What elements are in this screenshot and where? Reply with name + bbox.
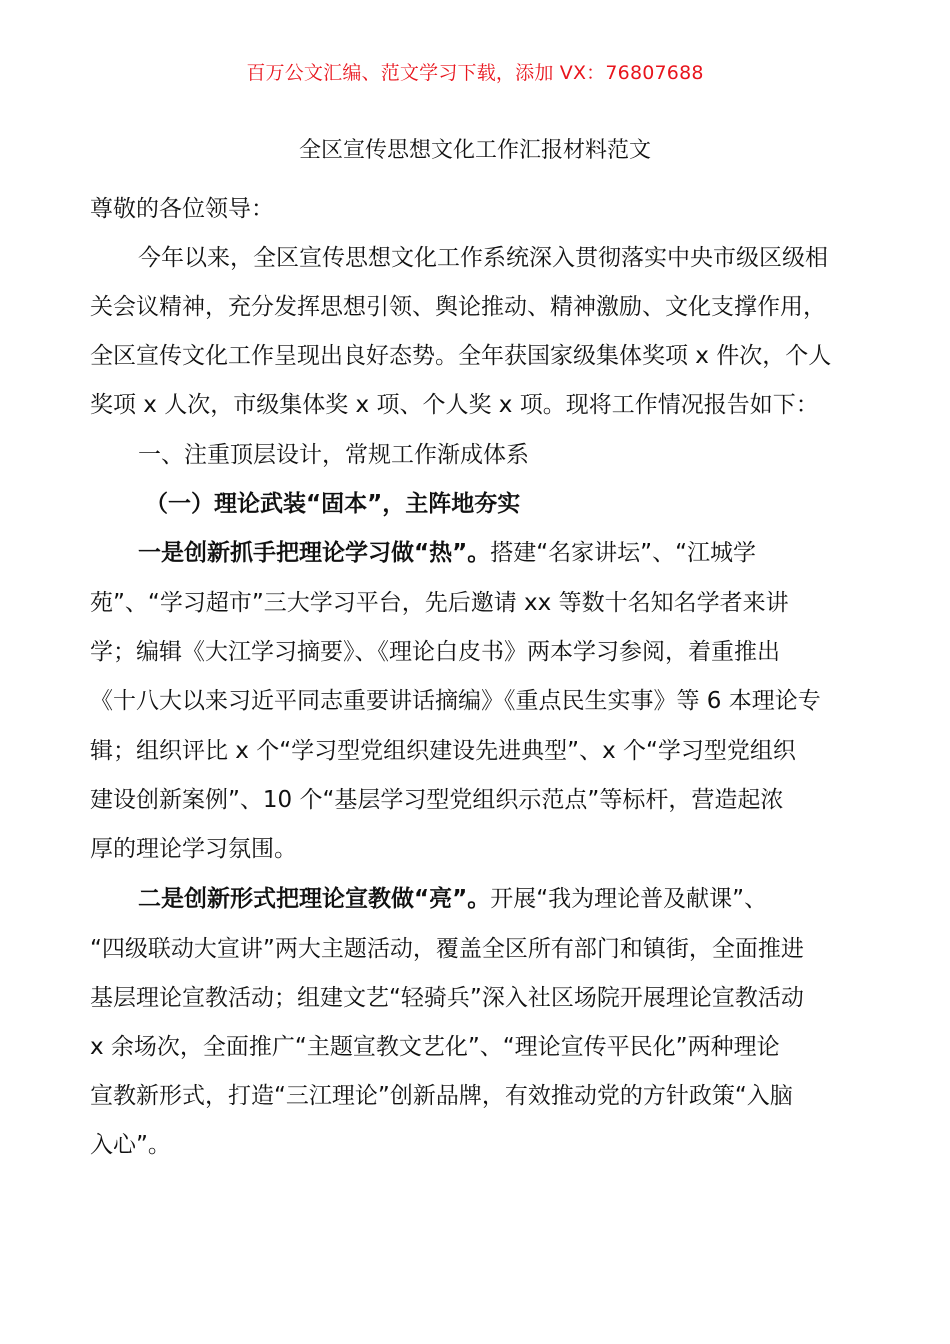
- paragraph-line: 辑；组织评比 x 个“学习型党组织建设先进典型”、x 个“学习型党组织: [90, 738, 796, 764]
- paragraph-line: 入心”。: [90, 1132, 171, 1158]
- paragraph-lead: 二是创新形式把理论宣教做“亮”。: [138, 886, 491, 912]
- paragraph-line: x 余场次，全面推广“主题宣教文艺化”、“理论宣传平民化”两种理论: [90, 1034, 780, 1060]
- paragraph-line: “四级联动大宣讲”两大主题活动，覆盖全区所有部门和镇街，全面推进: [90, 936, 804, 962]
- paragraph-line: [138, 538, 756, 568]
- paragraph-line: 建设创新案例”、10 个“基层学习型党组织示范点”等标杆，营造起浓: [90, 787, 784, 813]
- paragraph-line: [138, 884, 767, 914]
- watermark-header: 百万公文汇编、范文学习下载，添加 VX：76807688: [246, 62, 704, 84]
- paragraph-line: 关会议精神，充分发挥思想引领、舆论推动、精神激励、文化支撑作用，: [90, 294, 826, 320]
- paragraph-line: 今年以来，全区宣传思想文化工作系统深入贯彻落实中央市级区级相: [138, 245, 828, 271]
- paragraph-line: 《十八大以来习近平同志重要讲话摘编》《重点民生实事》等 6 本理论专: [90, 688, 821, 714]
- section-heading-1: 一、注重顶层设计，常规工作渐成体系: [138, 442, 529, 468]
- salutation: 尊敬的各位领导：: [90, 196, 274, 222]
- paragraph-text: 开展“我为理论普及献课”、: [490, 886, 768, 912]
- section-heading-2: （一）理论武装“固本”，主阵地夯实: [145, 491, 521, 517]
- paragraph-line: 学；编辑《大江学习摘要》、《理论白皮书》两本学习参阅，着重推出: [90, 639, 780, 665]
- document-title: 全区宣传思想文化工作汇报材料范文: [298, 138, 651, 163]
- paragraph-text: 搭建“名家讲坛”、“江城学: [490, 540, 756, 566]
- paragraph-line: 宣教新形式，打造“三江理论”创新品牌，有效推动党的方针政策“入脑: [90, 1083, 793, 1109]
- paragraph-lead: 一是创新抓手把理论学习做“热”。: [138, 540, 491, 566]
- paragraph-line: 厚的理论学习氛围。: [90, 836, 297, 862]
- paragraph-line: 基层理论宣教活动；组建文艺“轻骑兵”深入社区场院开展理论宣教活动: [90, 985, 804, 1011]
- paragraph-line: 全区宣传文化工作呈现出良好态势。全年获国家级集体奖项 x 件次，个人: [90, 343, 832, 369]
- paragraph-line: 奖项 x 人次，市级集体奖 x 项、个人奖 x 项。现将工作情况报告如下：: [90, 392, 819, 418]
- paragraph-line: 苑”、“学习超市”三大学习平台，先后邀请 xx 等数十名知名学者来讲: [90, 590, 789, 616]
